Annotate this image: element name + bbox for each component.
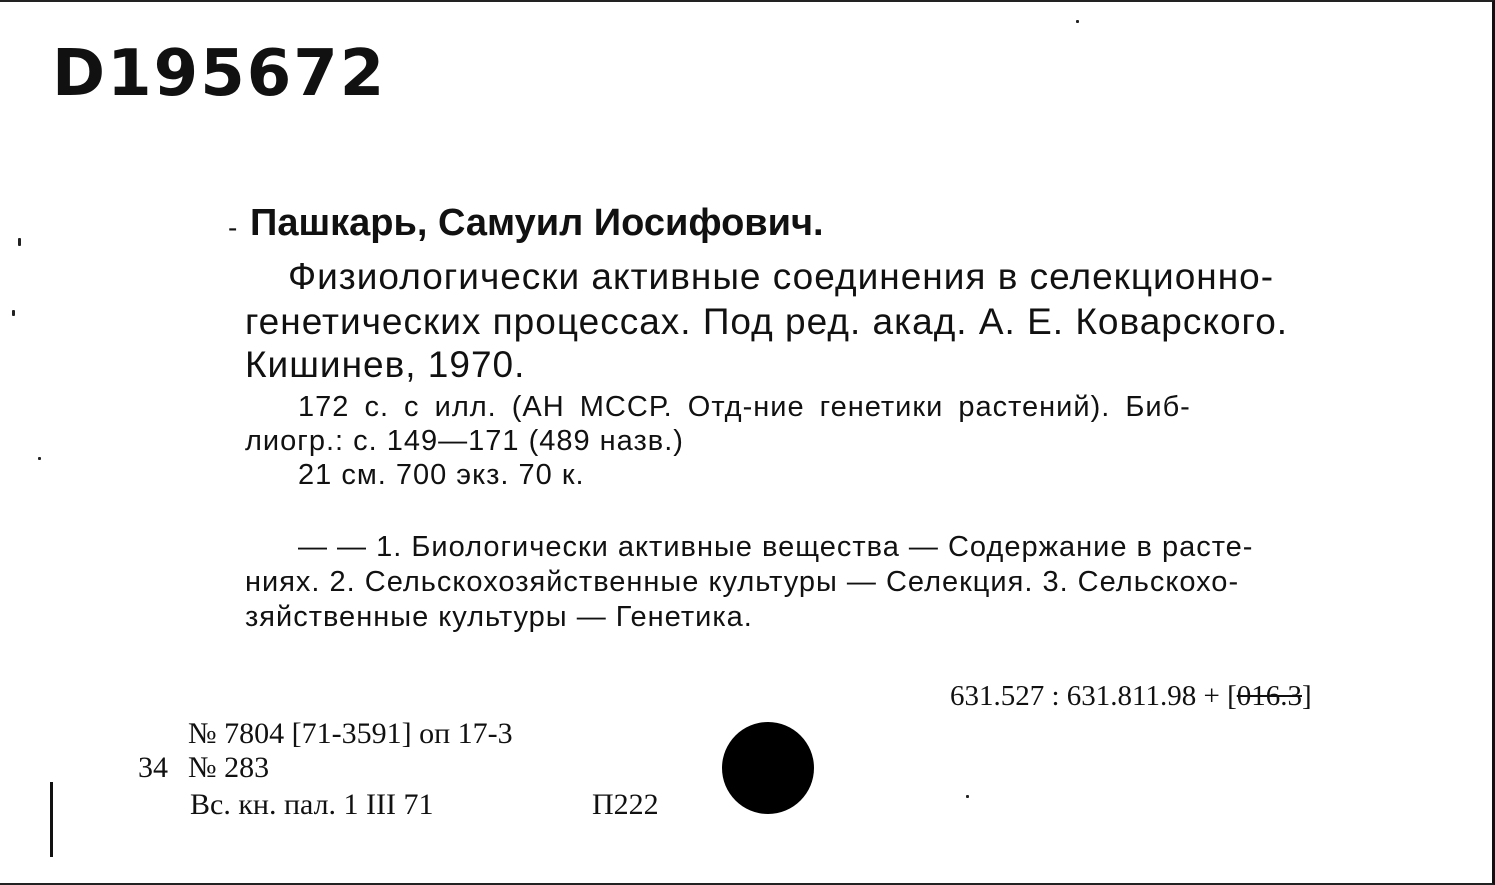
subject-line-1: — — 1. Биологически активные вещества — Содержание в расте- [298, 531, 1254, 563]
speck [18, 238, 21, 246]
margin-mark [50, 782, 53, 857]
speck [1076, 20, 1079, 23]
author-mark: - [228, 212, 238, 243]
footer-code: П222 [592, 788, 659, 821]
subject-line-2: ниях. 2. Сельскохозяйственные культуры — Селекция. 3. Сельскохо- [245, 566, 1240, 598]
speck [38, 457, 41, 460]
udc-close: ] [1302, 680, 1312, 712]
description-line-3: 21 см. 700 экз. 70 к. [298, 459, 585, 491]
udc-main: 631.527 : 631.811.98 + [ [950, 680, 1237, 712]
inventory-number: D195672 [52, 37, 387, 111]
footer-prefix: 34 [138, 751, 168, 784]
description-line-2: лиогр.: с. 149—171 (489 назв.) [245, 425, 684, 457]
title-line-2: генетических процессах. Под ред. акад. А. Е. Коварского. [245, 301, 1289, 342]
title-line-1: Физиологически активные соединения в селекционно- [288, 256, 1275, 297]
speck [966, 795, 969, 798]
description-line-1: 172 с. с илл. (АН МССР. Отд-ние генетики растений). Биб- [298, 391, 1191, 423]
udc-struck-code: 016.3 [1236, 680, 1302, 712]
footer-order-line: № 7804 [71-3591] оп 17-3 [188, 717, 513, 750]
footer-number-line: № 283 [188, 751, 270, 784]
punch-hole [722, 722, 814, 814]
udc-classification [950, 680, 1312, 713]
footer-chamber-line: Вс. кн. пал. 1 III 71 [190, 788, 434, 821]
subject-line-3: зяйственные культуры — Генетика. [245, 601, 753, 633]
title-line-3: Кишинев, 1970. [245, 344, 526, 385]
author-name: Пашкарь, Самуил Иосифович. [250, 202, 824, 244]
speck [12, 310, 15, 316]
